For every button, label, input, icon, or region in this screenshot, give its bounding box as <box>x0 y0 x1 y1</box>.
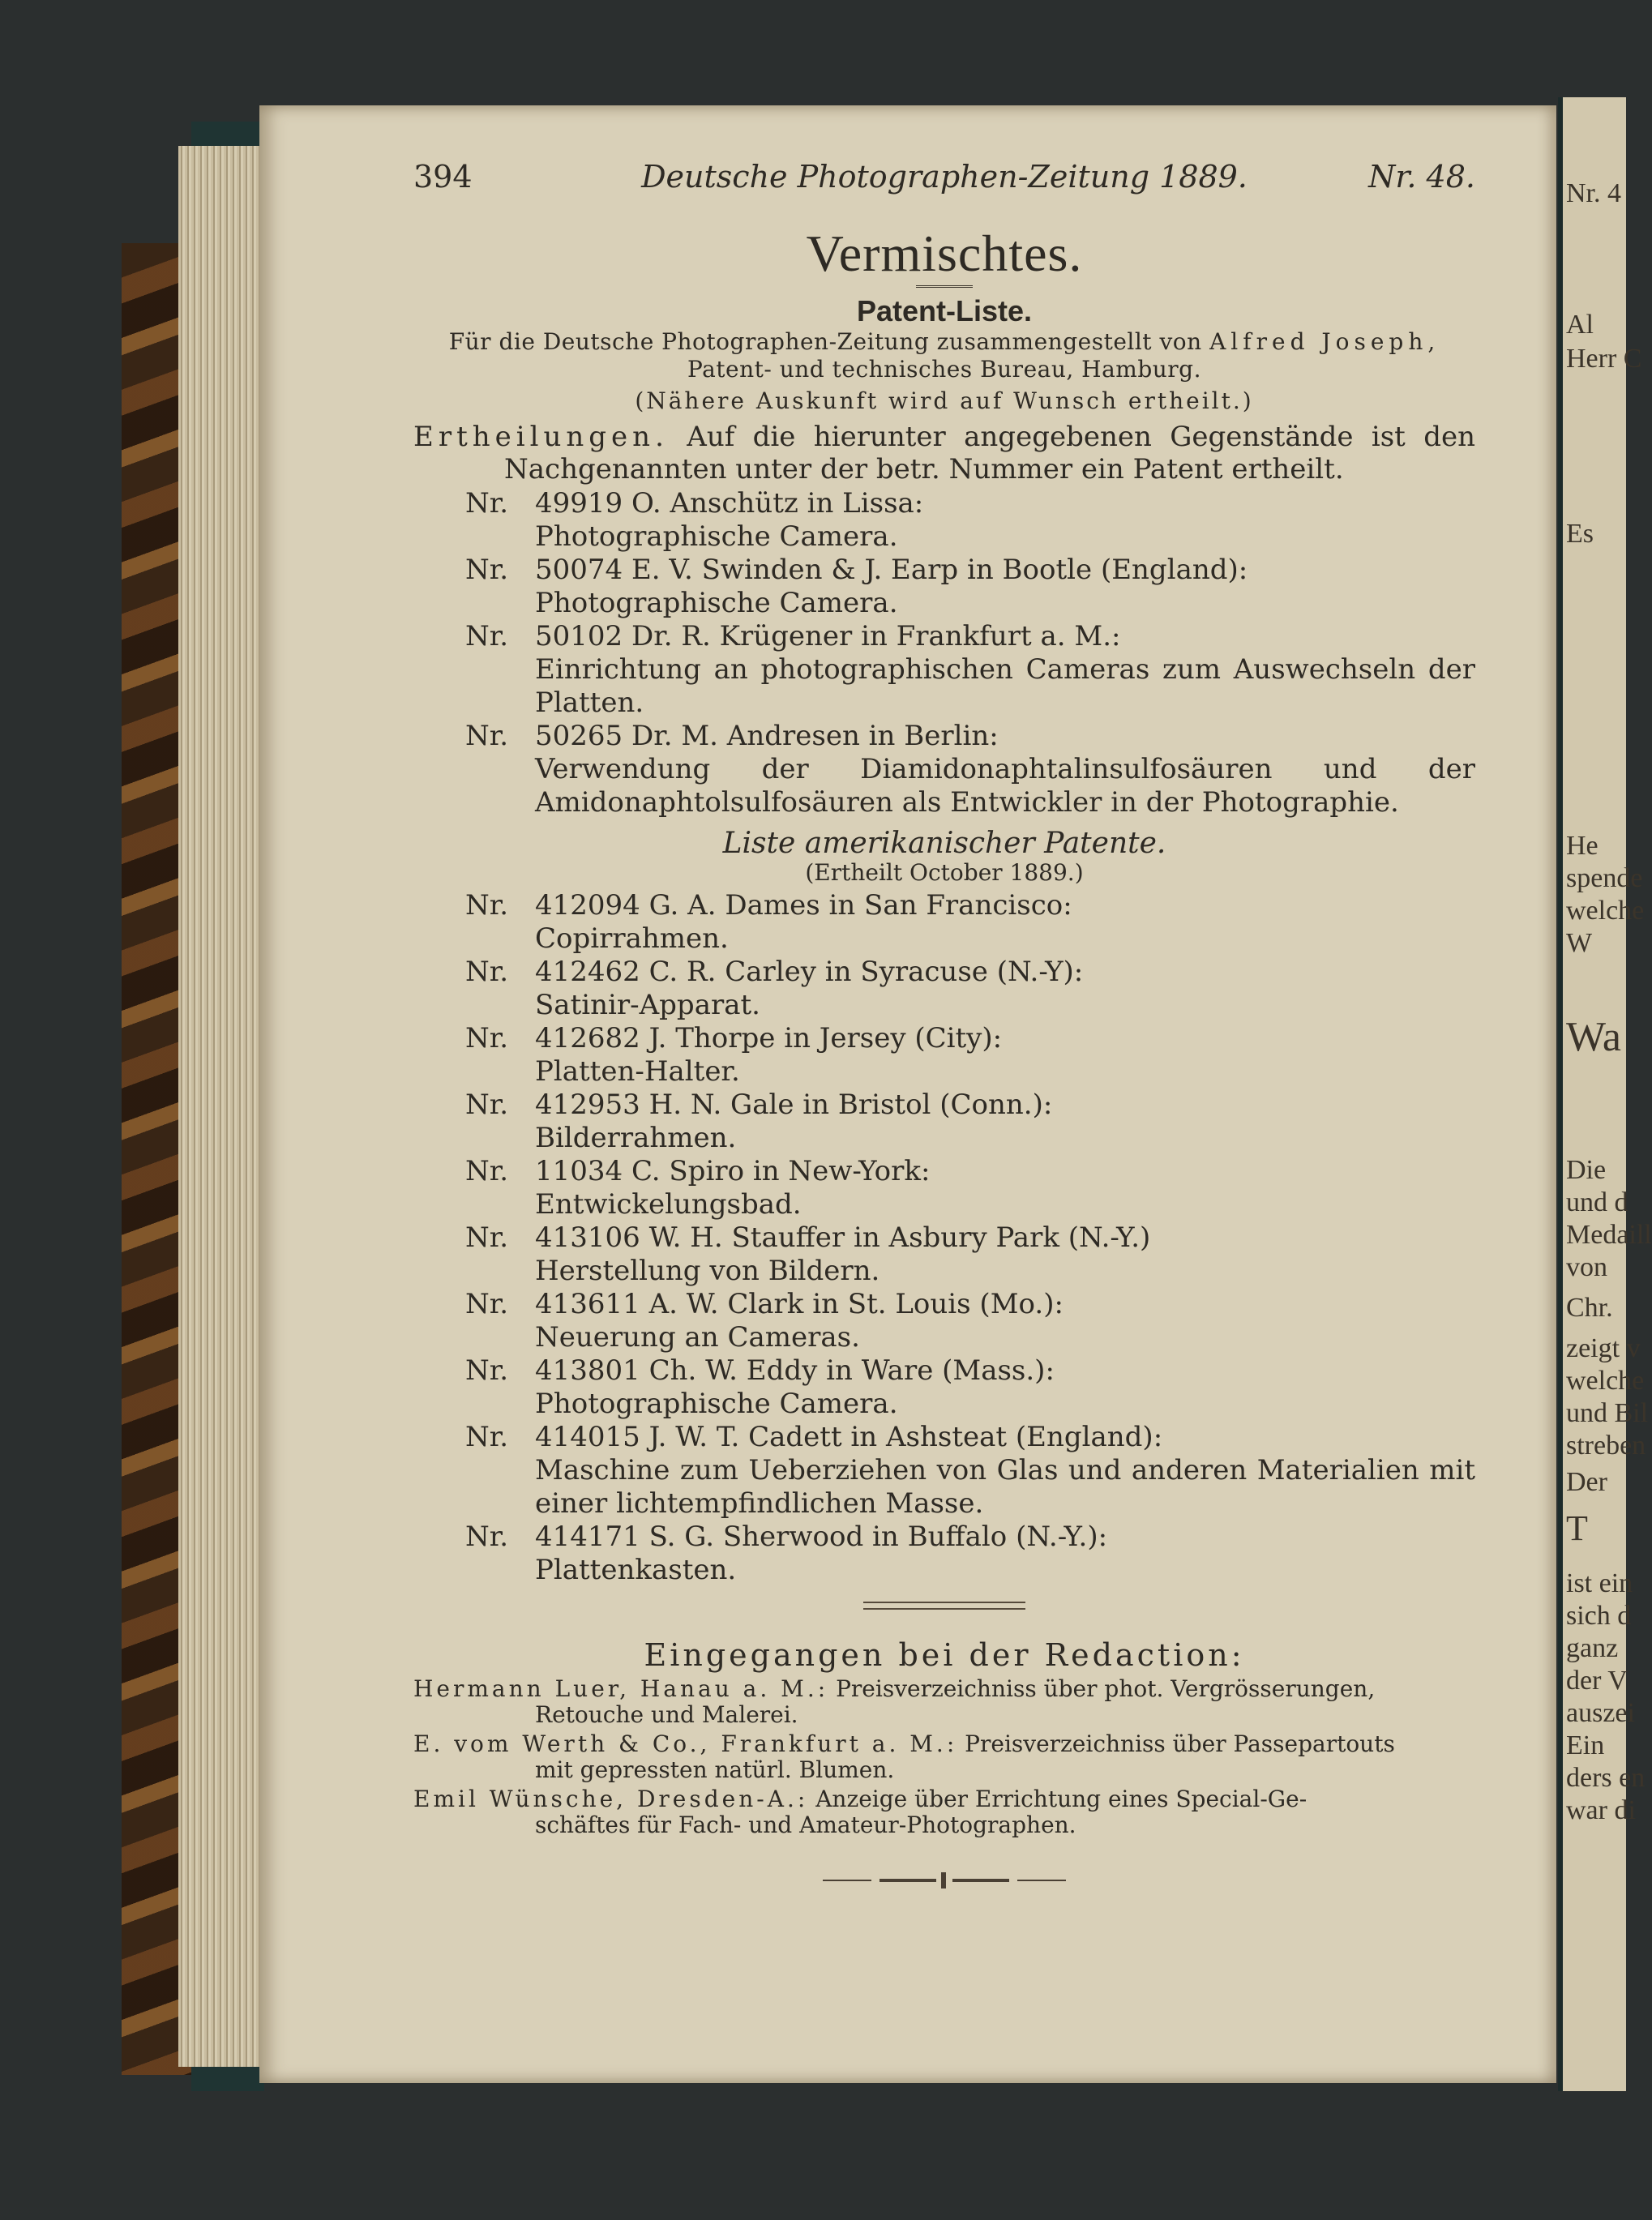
next-page-fragment: He <box>1566 831 1599 861</box>
section-title: Vermischtes. <box>806 225 1083 282</box>
grant-text: Auf die hierunter angegebenen Gegenstände ist den Nachgenannten unter der betr. Nummer ein Patent ertheilt. <box>504 421 1475 485</box>
entry-nr: Nr. <box>465 889 509 922</box>
patent-entry <box>413 720 1475 819</box>
patent-entry <box>413 1155 1475 1221</box>
received-item <box>413 1731 1475 1783</box>
next-page-fragment: Herr C <box>1566 344 1642 374</box>
entry-name: 414015 J. W. T. Cadett in Ashsteat (England): <box>535 1421 1163 1453</box>
entry-title: Entwickelungsbad. <box>535 1188 802 1221</box>
next-page-fragment: Wa <box>1566 1014 1621 1060</box>
intro-bureau: Patent- und technisches Bureau, Hamburg. <box>687 356 1201 383</box>
next-page-fragment: Die <box>1566 1155 1607 1185</box>
next-page-fragment: welche <box>1566 896 1645 926</box>
entry-title: Photographische Camera. <box>535 587 898 619</box>
journal-title: Deutsche Photographen-Zeitung 1889. <box>641 159 1248 195</box>
patent-entry <box>413 1288 1475 1354</box>
next-page-fragment: Medaill <box>1566 1220 1652 1250</box>
entry-name: 414171 S. G. Sherwood in Buffalo (N.-Y.): <box>535 1521 1108 1553</box>
entry-name: 413611 A. W. Clark in St. Louis (Mo.): <box>535 1288 1064 1320</box>
patent-entry <box>413 1022 1475 1089</box>
intro-author: Alfred Joseph, <box>1209 328 1440 355</box>
next-page-fragment: ist ein <box>1566 1568 1633 1598</box>
received-description: Anzeige über Errichtung eines Special-Ge- <box>808 1786 1307 1812</box>
next-page-fragment: ders en <box>1566 1763 1646 1793</box>
entry-nr: Nr. <box>465 620 509 652</box>
page-content <box>413 154 1475 1888</box>
ornament-line <box>879 1879 936 1882</box>
next-page-fragment: zeigt v <box>1566 1333 1641 1363</box>
entry-title: Satinir-Apparat. <box>535 989 760 1021</box>
entry-title: Bilderrahmen. <box>535 1122 737 1154</box>
grant-lead: Ertheilungen. <box>413 421 669 453</box>
running-header <box>413 154 1475 203</box>
entry-nr: Nr. <box>465 1288 509 1320</box>
received-description-cont: mit gepressten natürl. Blumen. <box>535 1756 895 1783</box>
next-page-fragment: T <box>1566 1508 1588 1548</box>
entry-title: Maschine zum Ueberziehen von Glas und anderen Materialien mit einer lichtempfindlichen Masse. <box>535 1454 1475 1520</box>
american-list-title: Liste amerikanischer Patente. <box>722 827 1166 860</box>
entry-nr: Nr. <box>465 1022 509 1054</box>
american-list-subtitle: (Ertheilt October 1889.) <box>805 859 1084 886</box>
patent-entry <box>413 1421 1475 1521</box>
next-page-fragment: W <box>1566 928 1593 958</box>
entry-name: 413106 W. H. Stauffer in Asbury Park (N.-Y.) <box>535 1221 1151 1254</box>
received-title: Eingegangen bei der Redaction: <box>644 1637 1245 1673</box>
american-patent-list <box>413 889 1475 1587</box>
title-rule <box>916 285 973 289</box>
patent-entry <box>413 554 1475 620</box>
entry-title: Plattenkasten. <box>535 1554 737 1586</box>
entry-nr: Nr. <box>465 1089 509 1121</box>
entry-nr: Nr. <box>465 720 509 752</box>
page-number: 394 <box>413 159 473 195</box>
entry-title: Photographische Camera. <box>535 520 898 553</box>
entry-name: 412682 J. Thorpe in Jersey (City): <box>535 1022 1003 1054</box>
received-sender: E. vom Werth & Co., Frankfurt a. M.: <box>413 1730 958 1757</box>
next-page-fragment: Ein <box>1566 1730 1605 1760</box>
patent-entry <box>413 1221 1475 1288</box>
received-sender: Emil Wünsche, Dresden-A.: <box>413 1786 809 1812</box>
entry-name: 11034 C. Spiro in New-York: <box>535 1155 931 1187</box>
entry-name: 50265 Dr. M. Andresen in Berlin: <box>535 720 999 752</box>
entry-nr: Nr. <box>465 956 509 988</box>
grant-paragraph <box>413 421 1475 485</box>
patent-entry <box>413 487 1475 554</box>
issue-number: Nr. 48. <box>1368 159 1475 195</box>
received-item <box>413 1676 1475 1728</box>
entry-title: Neuerung an Cameras. <box>535 1321 860 1354</box>
ornament-bar <box>941 1872 946 1888</box>
next-page-fragment: Der <box>1566 1467 1607 1497</box>
entry-nr: Nr. <box>465 1155 509 1187</box>
received-description-cont: schäftes für Fach- und Amateur-Photographen. <box>535 1812 1076 1838</box>
entry-title: Verwendung der Diamidonaphtalinsulfosäuren und der Amidonaphtolsulfosäuren als Entwickler in der Photographie. <box>535 753 1475 819</box>
received-item <box>413 1786 1475 1838</box>
entry-nr: Nr. <box>465 1421 509 1453</box>
next-page-fragment: auszei <box>1566 1698 1635 1728</box>
entry-name: 412094 G. A. Dames in San Francisco: <box>535 889 1072 922</box>
entry-name: 50074 E. V. Swinden & J. Earp in Bootle (England): <box>535 554 1248 586</box>
page-edges <box>178 146 267 2067</box>
next-page-fragment: welche <box>1566 1366 1645 1396</box>
entry-name: 50102 Dr. R. Krügener in Frankfurt a. M.: <box>535 620 1121 652</box>
patent-entry <box>413 1354 1475 1421</box>
patent-entry <box>413 889 1475 956</box>
next-page-fragment: Es <box>1566 519 1594 549</box>
patent-entry <box>413 956 1475 1022</box>
entry-title: Einrichtung an photographischen Cameras zum Auswechseln der Platten. <box>535 653 1475 719</box>
received-sender: Hermann Luer, Hanau a. M.: <box>413 1675 829 1702</box>
received-description: Preisverzeichniss über phot. Vergrösserungen, <box>828 1675 1376 1702</box>
next-page-edge <box>1558 97 1652 2091</box>
entry-nr: Nr. <box>465 487 509 520</box>
next-page-fragment: Nr. 4 <box>1566 178 1621 208</box>
entry-nr: Nr. <box>465 1521 509 1553</box>
ornament-line <box>1017 1880 1066 1881</box>
next-page-fragment: Al <box>1566 310 1594 340</box>
entry-name: 412953 H. N. Gale in Bristol (Conn.): <box>535 1089 1053 1121</box>
entry-name: 412462 C. R. Carley in Syracuse (N.-Y): <box>535 956 1084 988</box>
next-page-fragment: war di <box>1566 1795 1636 1825</box>
patent-list-intro <box>413 328 1475 383</box>
entry-title: Herstellung von Bildern. <box>535 1255 880 1287</box>
received-description-cont: Retouche und Malerei. <box>535 1701 798 1728</box>
german-patent-list <box>413 487 1475 819</box>
intro-text: Für die Deutsche Photographen-Zeitung zusammengestellt von <box>448 328 1210 355</box>
patent-entry <box>413 1521 1475 1587</box>
ornament-line <box>823 1880 871 1881</box>
entry-title: Platten-Halter. <box>535 1055 740 1088</box>
next-page-fragment: und d <box>1566 1187 1628 1217</box>
entry-nr: Nr. <box>465 1354 509 1387</box>
entry-nr: Nr. <box>465 1221 509 1254</box>
patent-list-note: (Nähere Auskunft wird auf Wunsch ertheilt.) <box>635 387 1254 414</box>
patent-list-title: Patent-Liste. <box>856 294 1033 327</box>
ornament-line <box>952 1879 1009 1882</box>
next-page-fragment: sich d <box>1566 1601 1632 1631</box>
entry-title: Copirrahmen. <box>535 922 729 955</box>
next-page-fragment: von <box>1566 1252 1607 1282</box>
next-page-fragment: ganz <box>1566 1633 1619 1663</box>
next-page-fragment: spende <box>1566 863 1643 893</box>
end-ornament <box>823 1872 1066 1888</box>
entry-title: Photographische Camera. <box>535 1388 898 1420</box>
next-page-fragment: und Bil <box>1566 1398 1649 1428</box>
patent-entry <box>413 1089 1475 1155</box>
next-page-fragment: streben <box>1566 1431 1646 1461</box>
section-divider <box>863 1602 1025 1610</box>
next-page-fragment: der V <box>1566 1666 1628 1696</box>
entry-name: 49919 O. Anschütz in Lissa: <box>535 487 924 520</box>
received-description: Preisverzeichniss über Passepartouts <box>957 1730 1395 1757</box>
patent-entry <box>413 620 1475 720</box>
next-page-fragment: Chr. <box>1566 1293 1613 1323</box>
entry-name: 413801 Ch. W. Eddy in Ware (Mass.): <box>535 1354 1055 1387</box>
entry-nr: Nr. <box>465 554 509 586</box>
